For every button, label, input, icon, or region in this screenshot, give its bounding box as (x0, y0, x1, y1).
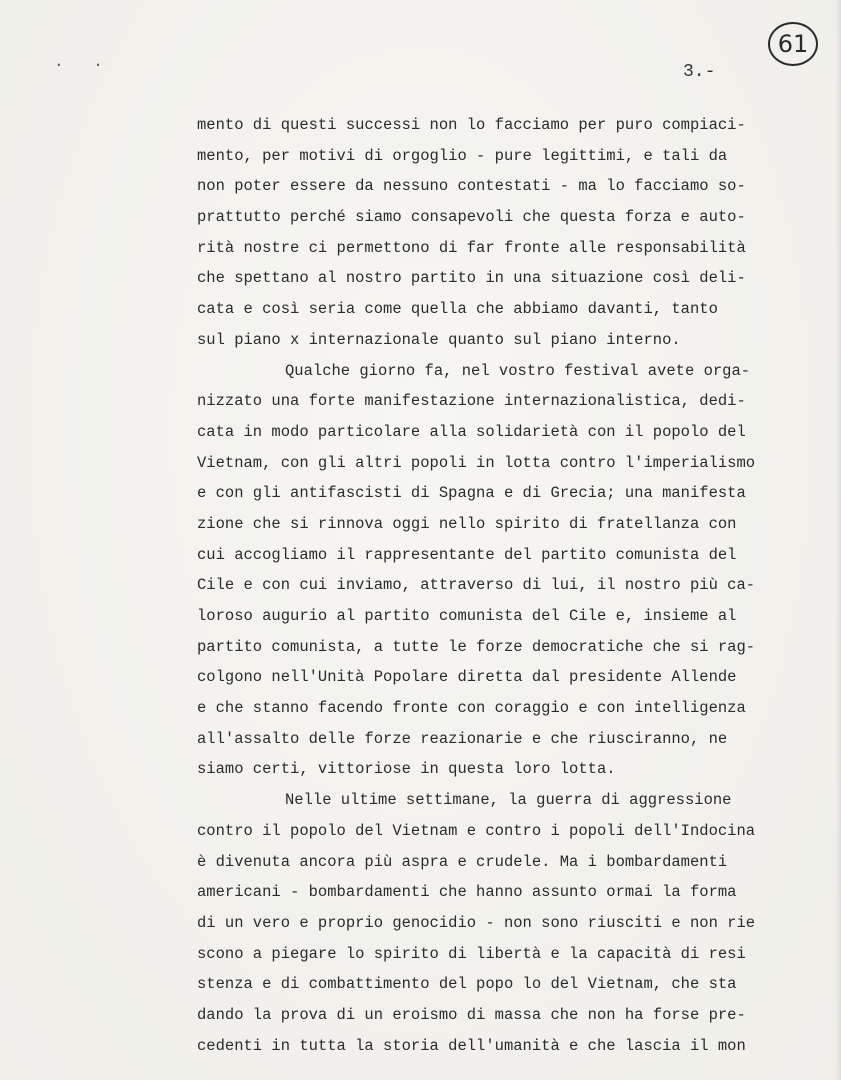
text-line: e che stanno facendo fronte con coraggio e con intelligenza (197, 699, 746, 718)
body-text (197, 110, 807, 1061)
text-line: che spettano al nostro partito in una situazione così deli- (197, 269, 746, 288)
text-line: all'assalto delle forze reazionarie e che riusciranno, ne (197, 729, 728, 748)
text-line: scono a piegare lo spirito di libertà e la capacità di resi (197, 944, 746, 963)
text-line: mento, per motivi di orgoglio - pure legittimi, e tali da (197, 146, 728, 165)
text-line: sul piano x internazionale quanto sul piano interno. (197, 330, 681, 349)
text-line: rità nostre ci permettono di far fronte alle responsabilità (197, 238, 746, 257)
text-line: Vietnam, con gli altri popoli in lotta contro l'imperialismo (197, 453, 756, 472)
text-line: Cile e con cui inviamo, attraverso di lui, il nostro più ca- (197, 576, 756, 595)
text-line: di un vero e proprio genocidio - non sono riusciti e non rie (197, 913, 756, 932)
text-line: colgono nell'Unità Popolare diretta dal presidente Allende (197, 668, 737, 687)
page-number: 3.- (683, 62, 716, 82)
text-line: e con gli antifascisti di Spagna e di Grecia; una manifesta (197, 484, 746, 503)
text-line: zione che si rinnova oggi nello spirito di fratellanza con (197, 514, 737, 533)
text-line: mento di questi successi non lo facciamo per puro compiaci- (197, 116, 746, 134)
text-line: cedenti in tutta la storia dell'umanità e che lascia il mon (197, 1036, 746, 1055)
page-edge-shadow (835, 0, 841, 1080)
text-line: Qualche giorno fa, nel vostro festival avete orga- (285, 361, 751, 380)
text-line: dando la prova di un eroismo di massa che non ha forse pre- (197, 1005, 746, 1024)
text-line: contro il popolo del Vietnam e contro i popoli dell'Indocina (197, 821, 756, 840)
text-line: cui accogliamo il rappresentante del partito comunista del (197, 545, 737, 564)
text-line: cata e così seria come quella che abbiamo davanti, tanto (197, 300, 718, 319)
text-line: è divenuta ancora più aspra e crudele. Ma i bombardamenti (197, 852, 728, 871)
text-line: Nelle ultime settimane, la guerra di aggressione (285, 791, 732, 810)
text-line: nizzato una forte manifestazione internazionalistica, dedi- (197, 392, 746, 411)
page-stamp-number: 61 (768, 22, 818, 66)
text-line: partito comunista, a tutte le forze democratiche che si rag- (197, 637, 756, 656)
text-line: cata in modo particolare alla solidarietà con il popolo del (197, 422, 746, 441)
text-line: prattutto perché siamo consapevoli che questa forza e auto- (197, 208, 746, 227)
text-line: siamo certi, vittoriose in questa loro lotta. (197, 760, 616, 779)
text-line: americani - bombardamenti che hanno assunto ormai la forma (197, 883, 737, 902)
text-line: stenza e di combattimento del popo lo del Vietnam, che sta (197, 975, 737, 994)
margin-dots: · · (54, 56, 113, 74)
text-line: non poter essere da nessuno contestati - ma lo facciamo so- (197, 177, 746, 196)
text-line: loroso augurio al partito comunista del Cile e, insieme al (197, 607, 737, 625)
